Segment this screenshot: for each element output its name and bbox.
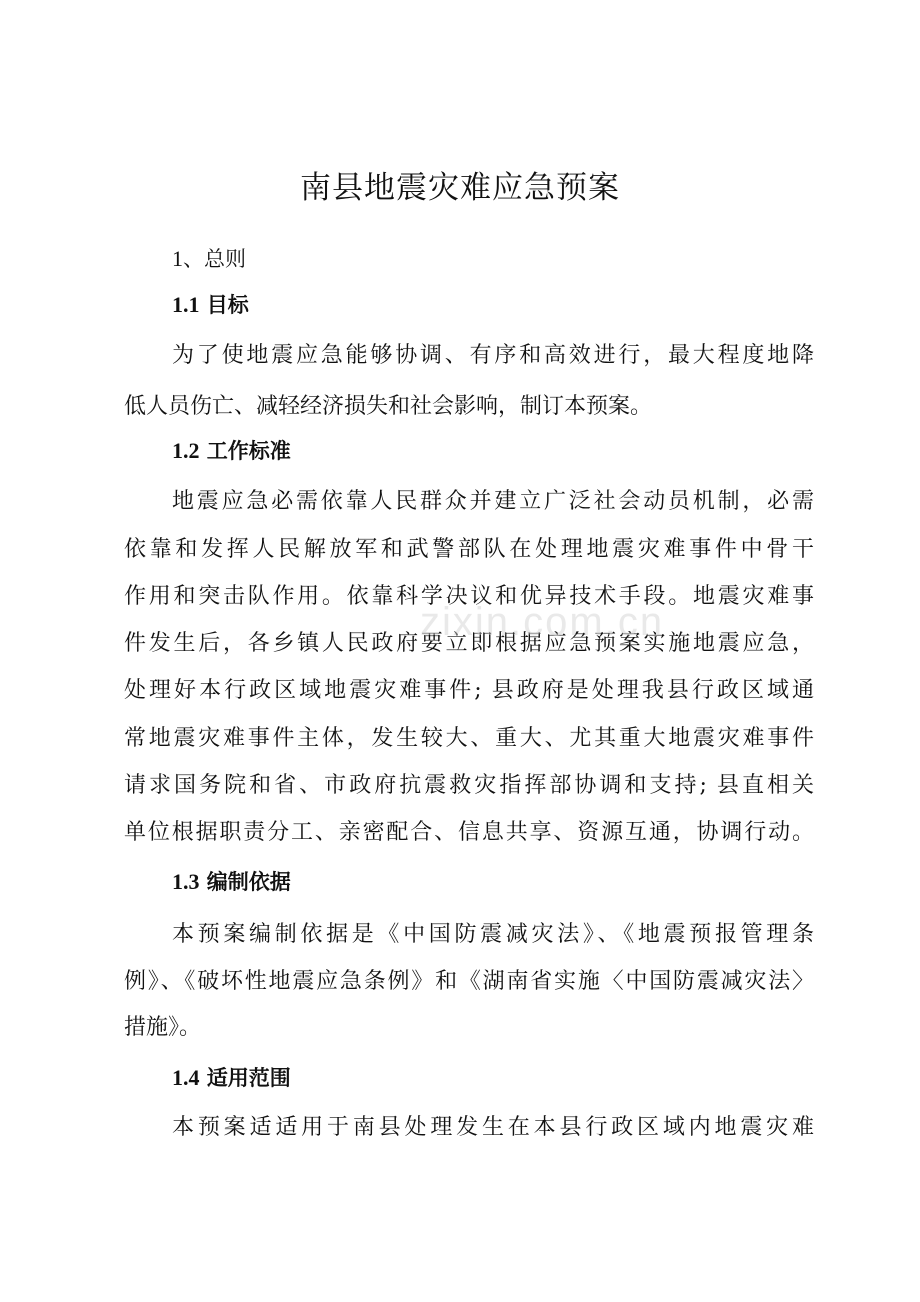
paragraph-line: 地震应急必需依靠人民群众并建立广泛社会动员机制，必需 <box>172 489 814 514</box>
paragraph-line: 为了使地震应急能够协调、有序和高效进行，最大程度地降 <box>172 343 814 368</box>
paragraph-line: 本预案适适用于南县处理发生在本县行政区域内地震灾难 <box>172 1115 814 1140</box>
paragraph-line: 常地震灾难事件主体，发生较大、重大、尤其重大地震灾难事件 <box>124 726 814 751</box>
watermark: zixin.com.cn <box>420 600 665 644</box>
section-number: 1.2 <box>172 438 200 463</box>
section-heading-1-1 <box>172 290 814 320</box>
section-label: 、总则 <box>183 247 246 271</box>
section-label: 编制依据 <box>199 870 291 894</box>
paragraph-line: 例》、《破坏性地震应急条例》和《湖南省实施〈中国防震减灾法〉 <box>124 969 814 994</box>
section-number: 1 <box>172 246 183 271</box>
paragraph-line: 作用和突击队作用。依靠科学决议和优异技术手段。地震灾难事 <box>124 584 814 609</box>
section-label: 适用范围 <box>199 1066 291 1090</box>
paragraph-line: 处理好本行政区域地震灾难事件; 县政府是处理我县行政区域通 <box>124 678 814 703</box>
section-heading-1-3 <box>172 867 814 897</box>
section-label: 工作标准 <box>199 439 291 463</box>
section-label: 目标 <box>199 293 249 317</box>
section-heading-1-4 <box>172 1063 814 1093</box>
paragraph-line: 件发生后，各乡镇人民政府要立即根据应急预案实施地震应急， <box>124 631 814 656</box>
paragraph-line: 措施》。 <box>124 1015 202 1040</box>
section-number: 1.1 <box>172 292 200 317</box>
paragraph-line: 本预案编制依据是《中国防震减灾法》、《地震预报管理条 <box>172 922 814 947</box>
paragraph-line: 依靠和发挥人民解放军和武警部队在处理地震灾难事件中骨干 <box>124 537 814 562</box>
paragraph-line: 单位根据职责分工、亲密配合、信息共享、资源互通，协调行动。 <box>124 820 814 845</box>
paragraph-line: 低人员伤亡、减轻经济损失和社会影响，制订本预案。 <box>124 394 653 419</box>
paragraph-line: 请求国务院和省、市政府抗震救灾指挥部协调和支持; 县直相关 <box>124 773 814 798</box>
document-title: 南县地震灾难应急预案 <box>300 170 620 206</box>
section-number: 1.4 <box>172 1065 200 1090</box>
section-heading-1-2 <box>172 436 814 466</box>
section-heading-1 <box>172 244 814 274</box>
section-number: 1.3 <box>172 869 200 894</box>
